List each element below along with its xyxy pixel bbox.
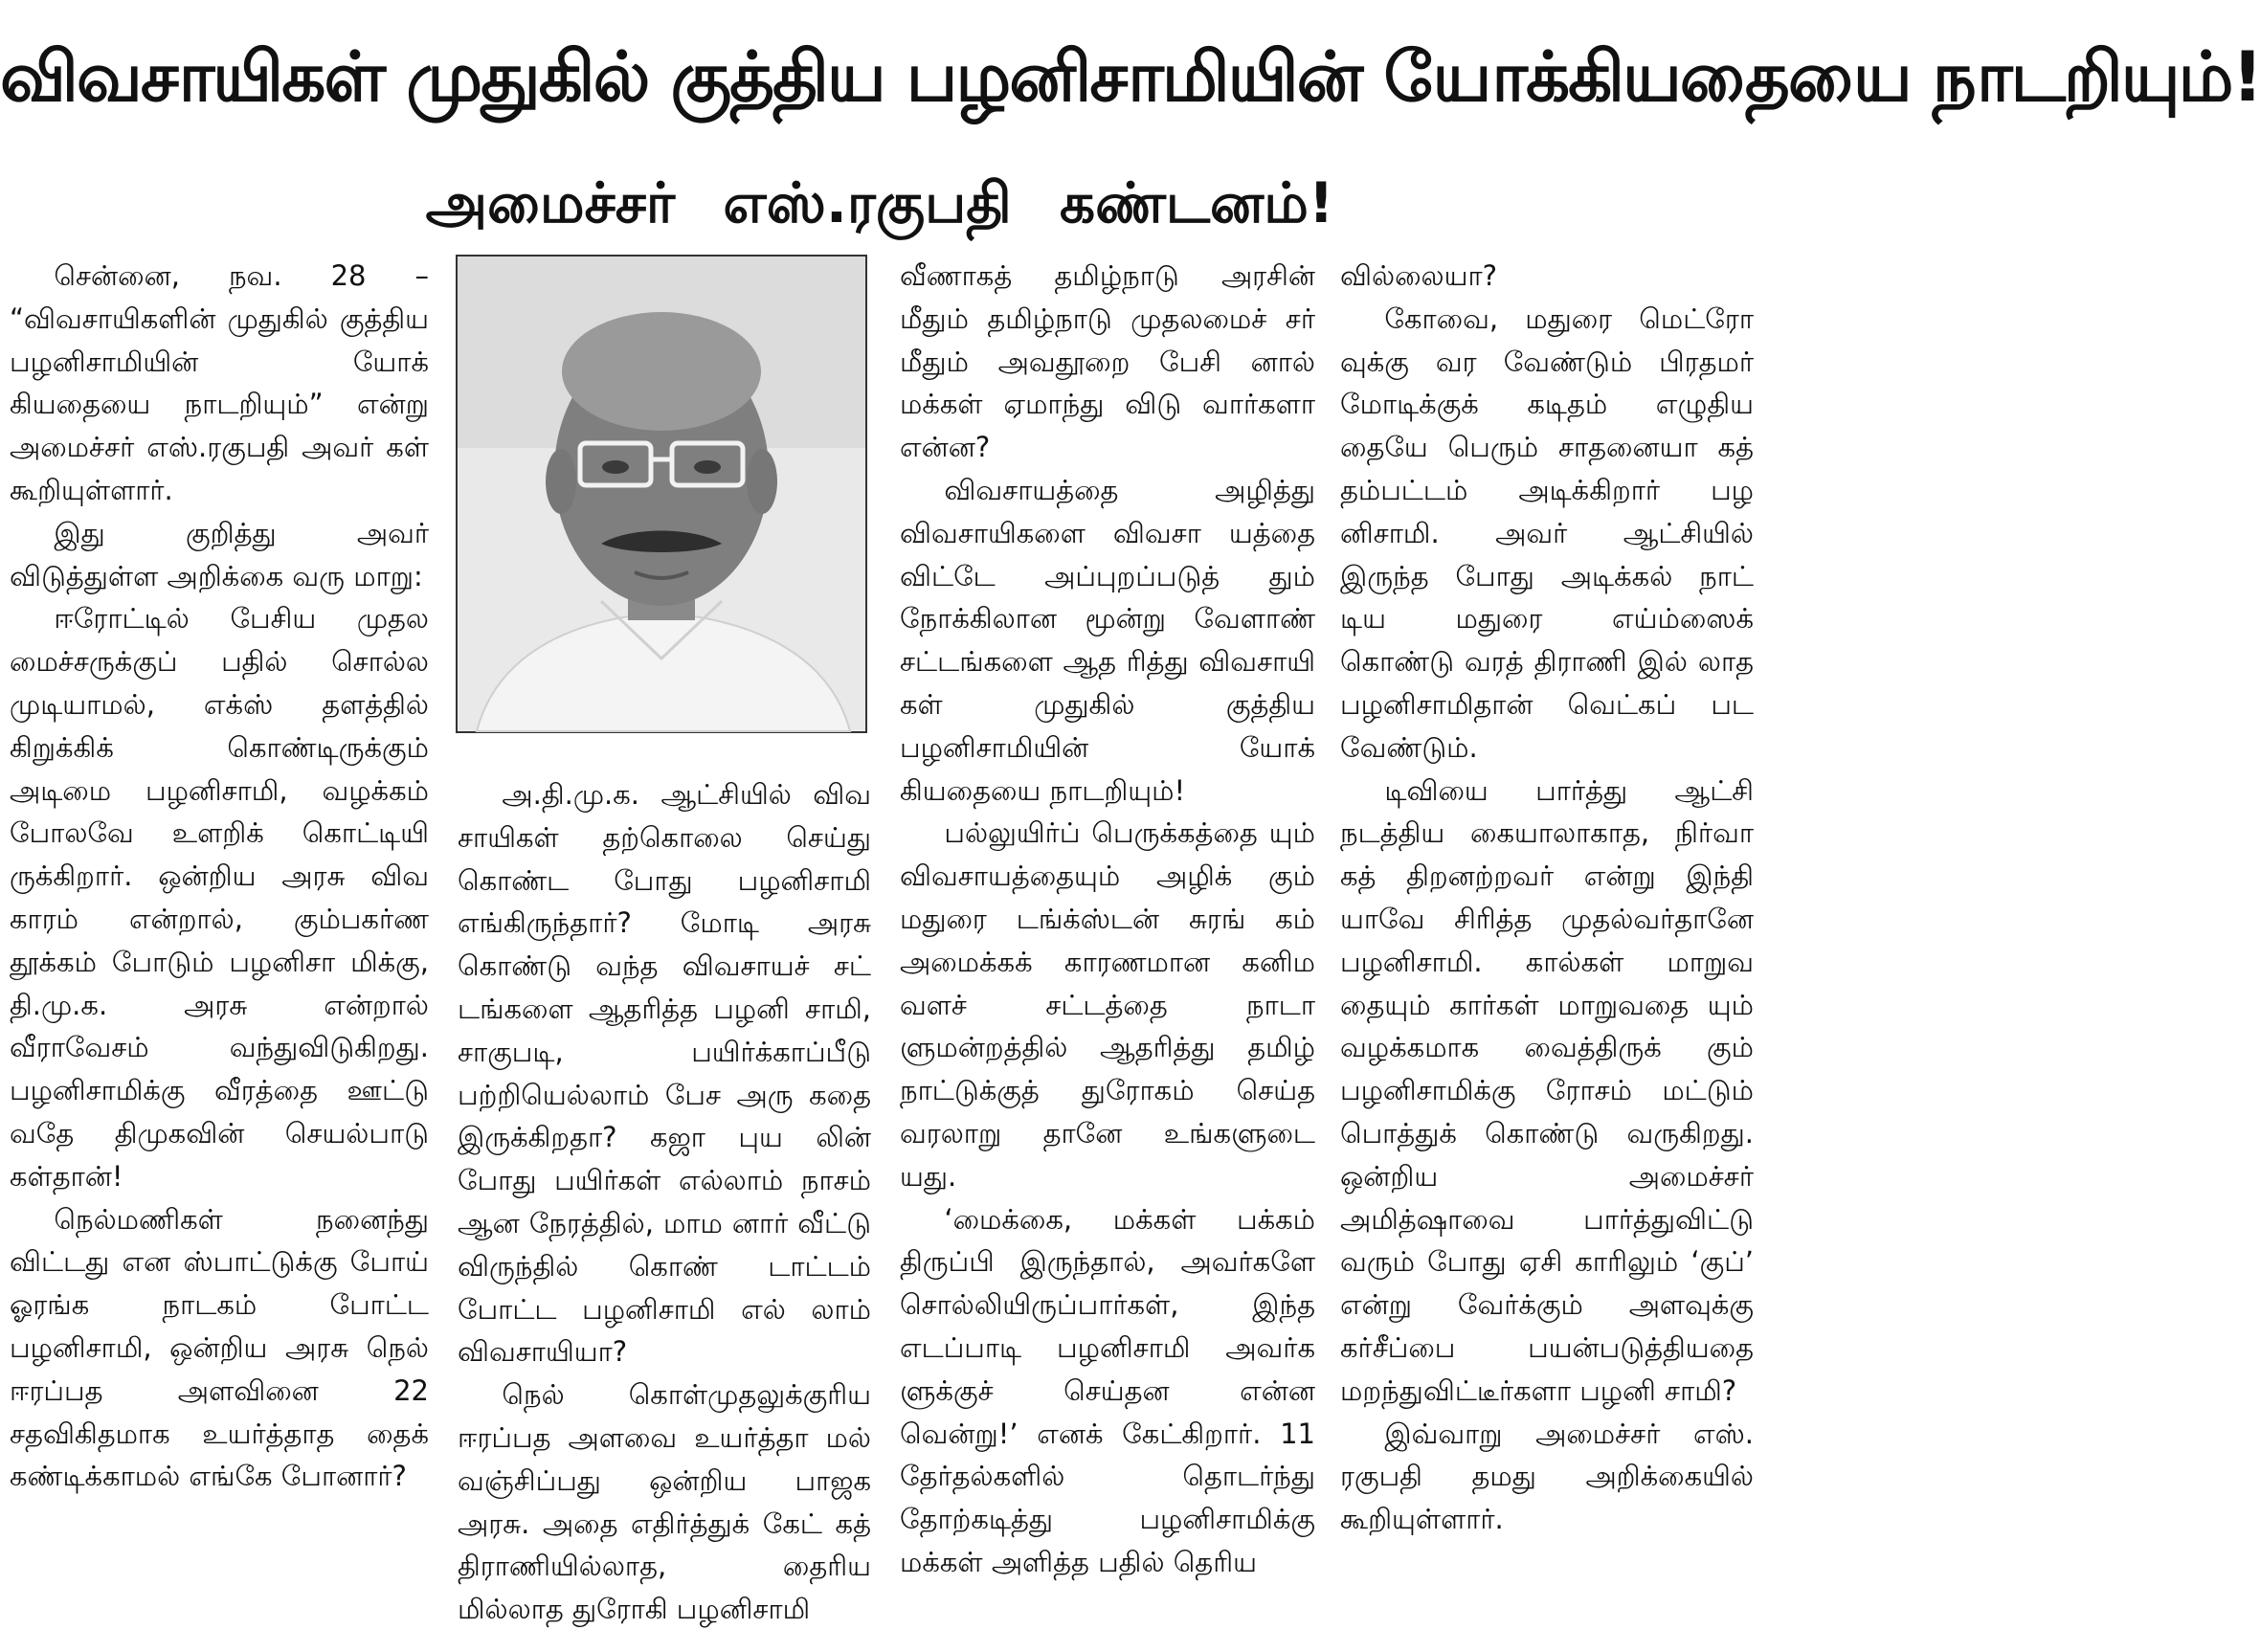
portrait-illustration [458, 257, 865, 731]
article-paragraph: விவசாயத்தை அழித்து விவசாயிகளை விவசா யத்தை விட்டே அப்புறப்படுத் தும் நோக்கிலான மூன்று வேளாண் சட்டங்களை ஆத ரித்து விவசாயி கள் முதுகில் குத்திய பழனிசாமியின் யோக் கியதையை நாடறியும்! [900, 473, 1315, 807]
subheadline: அமைச்சர் எஸ்.ரகுபதி கண்டனம்! [425, 170, 1334, 235]
headline: விவசாயிகள் முதுகில் குத்திய பழனிசாமியின் யோக்கியதையை நாடறியும்! [0, 36, 2261, 117]
article-column-2 [458, 773, 871, 1652]
article-column-4 [1340, 255, 1754, 1652]
article-column-3 [900, 255, 1315, 1652]
article-paragraph: வில்லையா? [1340, 259, 1497, 292]
article-paragraph: ‘மைக்கை, மக்கள் பக்கம் திருப்பி இருந்தால், அவர்களே சொல்லியிருப்பார்கள், இந்த எடப்பாடி பழனிசாமி அவர்க ளுக்குச் செய்தன என்ன வென்று!’ எனக் கேட்கிறார். 11 தேர்தல்களில் தொடர்ந்து தோற்கடித்து பழனிசாமிக்கு மக்கள் அளித்த பதில் தெரிய [900, 1202, 1315, 1578]
article-paragraph: கோவை, மதுரை மெட்ரோ வுக்கு வர வேண்டும் பிரதமர் மோடிக்குக் கடிதம் எழுதிய தையே பெரும் சாதனையா கத் தம்பட்டம் அடிக்கிறார் பழ னிசாமி. அவர் ஆட்சியில் இருந்த போது அடிக்கல் நாட் டிய மதுரை எய்ம்ஸைக் கொண்டு வரத் திராணி இல் லாத பழனிசாமிதான் வெட்கப் பட வேண்டும். [1340, 301, 1754, 764]
article-paragraph: வீணாகத் தமிழ்நாடு அரசின் மீதும் தமிழ்நாடு முதலமைச் சர் மீதும் அவதூறை பேசி னால் மக்கள் ஏமாந்து விடு வார்களா என்ன? [900, 259, 1315, 464]
article-paragraph: நெல்மணிகள் நனைந்து விட்டது என ஸ்பாட்டுக்கு போய் ஓரங்க நாடகம் போட்ட பழனிசாமி, ஒன்றிய அரசு நெல் ஈரப்பத அளவினை 22 சதவிகிதமாக உயர்த்தாத தைக் கண்டிக்காமல் எங்கே போனார்? [10, 1202, 429, 1493]
article-paragraph: பல்லுயிர்ப் பெருக்கத்தை யும் விவசாயத்தையும் அழிக் கும் மதுரை டங்க்ஸ்டன் சுரங் கம் அமைக்கக் காரணமான கனிம வளச் சட்டத்தை நாடா ளுமன்றத்தில் ஆதரித்து தமிழ் நாட்டுக்குத் துரோகம் செய்த வரலாறு தானே உங்களுடை யது. [900, 816, 1315, 1193]
article-paragraph: இவ்வாறு அமைச்சர் எஸ். ரகுபதி தமது அறிக்கையில் கூறியுள்ளார். [1340, 1417, 1754, 1536]
article-column-1 [10, 255, 429, 1652]
article-paragraph: ஈரோட்டில் பேசிய முதல மைச்சருக்குப் பதில் சொல்ல முடியாமல், எக்ஸ் தளத்தில் கிறுக்கிக் கொண்டிருக்கும் அடிமை பழனிசாமி, வழக்கம் போலவே உளறிக் கொட்டியி ருக்கிறார். ஒன்றிய அரசு விவ காரம் என்றால், கும்பகர்ண தூக்கம் போடும் பழனிசா மிக்கு, தி.மு.க. அரசு என்றால் வீராவேசம் வந்துவிடுகிறது. பழனிசாமிக்கு வீரத்தை ஊட்டு வதே திமுகவின் செயல்பாடு கள்தான்! [10, 602, 429, 1193]
article-paragraph: அ.தி.மு.க. ஆட்சியில் விவ சாயிகள் தற்கொலை செய்து கொண்ட போது பழனிசாமி எங்கிருந்தார்? மோடி அரசு கொண்டு வந்த விவசாயச் சட் டங்களை ஆதரித்த பழனி சாமி, சாகுபடி, பயிர்க்காப்பீடு பற்றியெல்லாம் பேச அரு கதை இருக்கிறதா? கஜா புய லின் போது பயிர்கள் எல்லாம் நாசம் ஆன நேரத்தில், மாம னார் வீட்டு விருந்தில் கொண் டாட்டம் போட்ட பழனிசாமி எல் லாம் விவசாயியா? [458, 778, 871, 1369]
article-paragraph: டிவியை பார்த்து ஆட்சி நடத்திய கையாலாகாத, நிர்வா கத் திறனற்றவர் என்று இந்தி யாவே சிரித்த முதல்வர்தானே பழனிசாமி. கால்கள் மாறுவ தையும் கார்கள் மாறுவதை யும் வழக்கமாக வைத்திருக் கும் பழனிசாமிக்கு ரோசம் மட்டும் பொத்துக் கொண்டு வருகிறது. ஒன்றிய அமைச்சர் அமித்ஷாவை பார்த்துவிட்டு வரும் போது ஏசி காரிலும் ‘குப்’ என்று வேர்க்கும் அளவுக்கு கர்சீப்பை பயன்படுத்தியதை மறந்துவிட்டீர்களா பழனி சாமி? [1340, 773, 1754, 1407]
minister-photo [456, 255, 867, 733]
article-paragraph: சென்னை, நவ. 28 – “விவசாயிகளின் முதுகில் குத்திய பழனிசாமியின் யோக் கியதையை நாடறியும்” என்று அமைச்சர் எஸ்.ரகுபதி அவர் கள் கூறியுள்ளார். [10, 259, 429, 506]
article-paragraph: நெல் கொள்முதலுக்குரிய ஈரப்பத அளவை உயர்த்தா மல் வஞ்சிப்பது ஒன்றிய பாஜக அரசு. அதை எதிர்த்துக் கேட் கத் திராணியில்லாத, தைரிய மில்லாத துரோகி பழனிசாமி [458, 1378, 871, 1626]
article-paragraph: இது குறித்து அவர் விடுத்துள்ள அறிக்கை வரு மாறு: [10, 516, 429, 592]
